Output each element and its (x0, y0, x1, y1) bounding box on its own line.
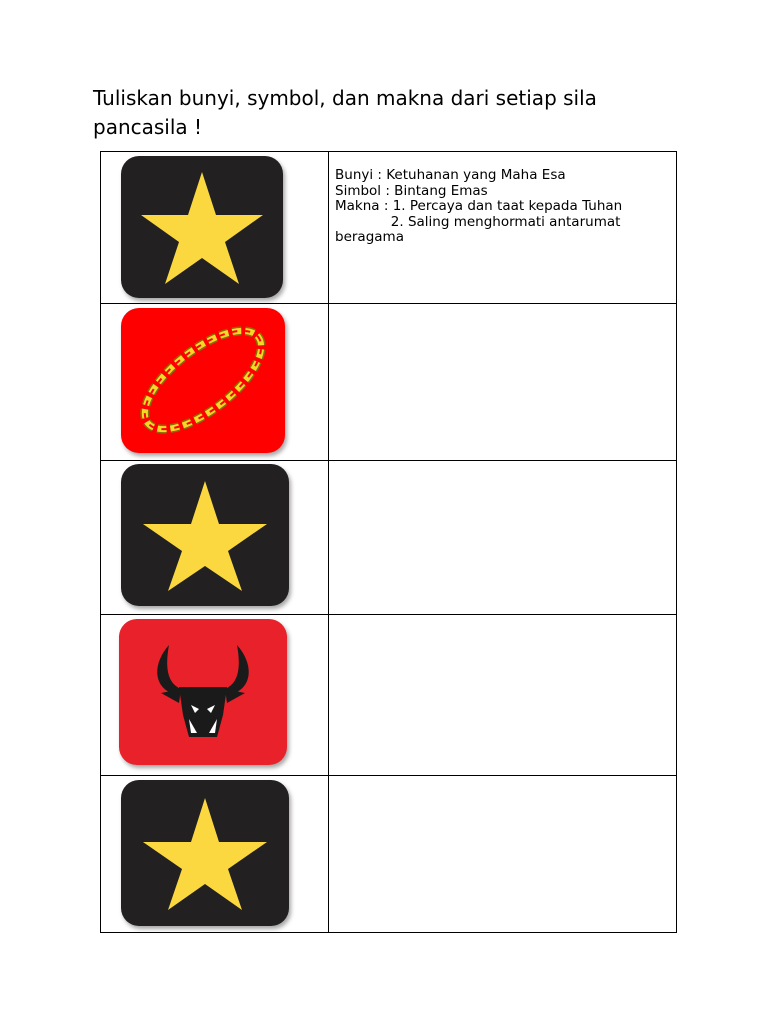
symbol-cell (101, 304, 329, 461)
sila-row-5 (101, 776, 677, 933)
pancasila-table (100, 151, 677, 933)
star-icon (121, 780, 289, 926)
symbol-cell (101, 776, 329, 933)
star-icon (121, 464, 289, 606)
sila-row-4 (101, 615, 677, 776)
description-cell (329, 776, 677, 933)
symbol-cell (101, 461, 329, 615)
makna-line-3: beragama (335, 229, 404, 245)
description-cell (329, 615, 677, 776)
bunyi-line: Bunyi : Ketuhanan yang Maha Esa (335, 167, 566, 183)
symbol-cell (101, 615, 329, 776)
makna-line-2: 2. Saling menghormati antarumat (335, 213, 621, 230)
star-icon (121, 156, 283, 298)
description-cell (329, 152, 677, 304)
sila-row-2 (101, 304, 677, 461)
description-cell (329, 304, 677, 461)
sila-row-3 (101, 461, 677, 615)
chain-icon (121, 308, 285, 453)
page-heading: Tuliskan bunyi, symbol, dan makna dari setiap sila pancasila ! (93, 86, 597, 139)
bull-head-icon (119, 619, 287, 765)
description-cell (329, 461, 677, 615)
symbol-cell (101, 152, 329, 304)
simbol-line: Simbol : Bintang Emas (335, 182, 488, 199)
makna-line: Makna : 1. Percaya dan taat kepada Tuhan (335, 198, 623, 214)
sila-row-1 (101, 152, 677, 304)
